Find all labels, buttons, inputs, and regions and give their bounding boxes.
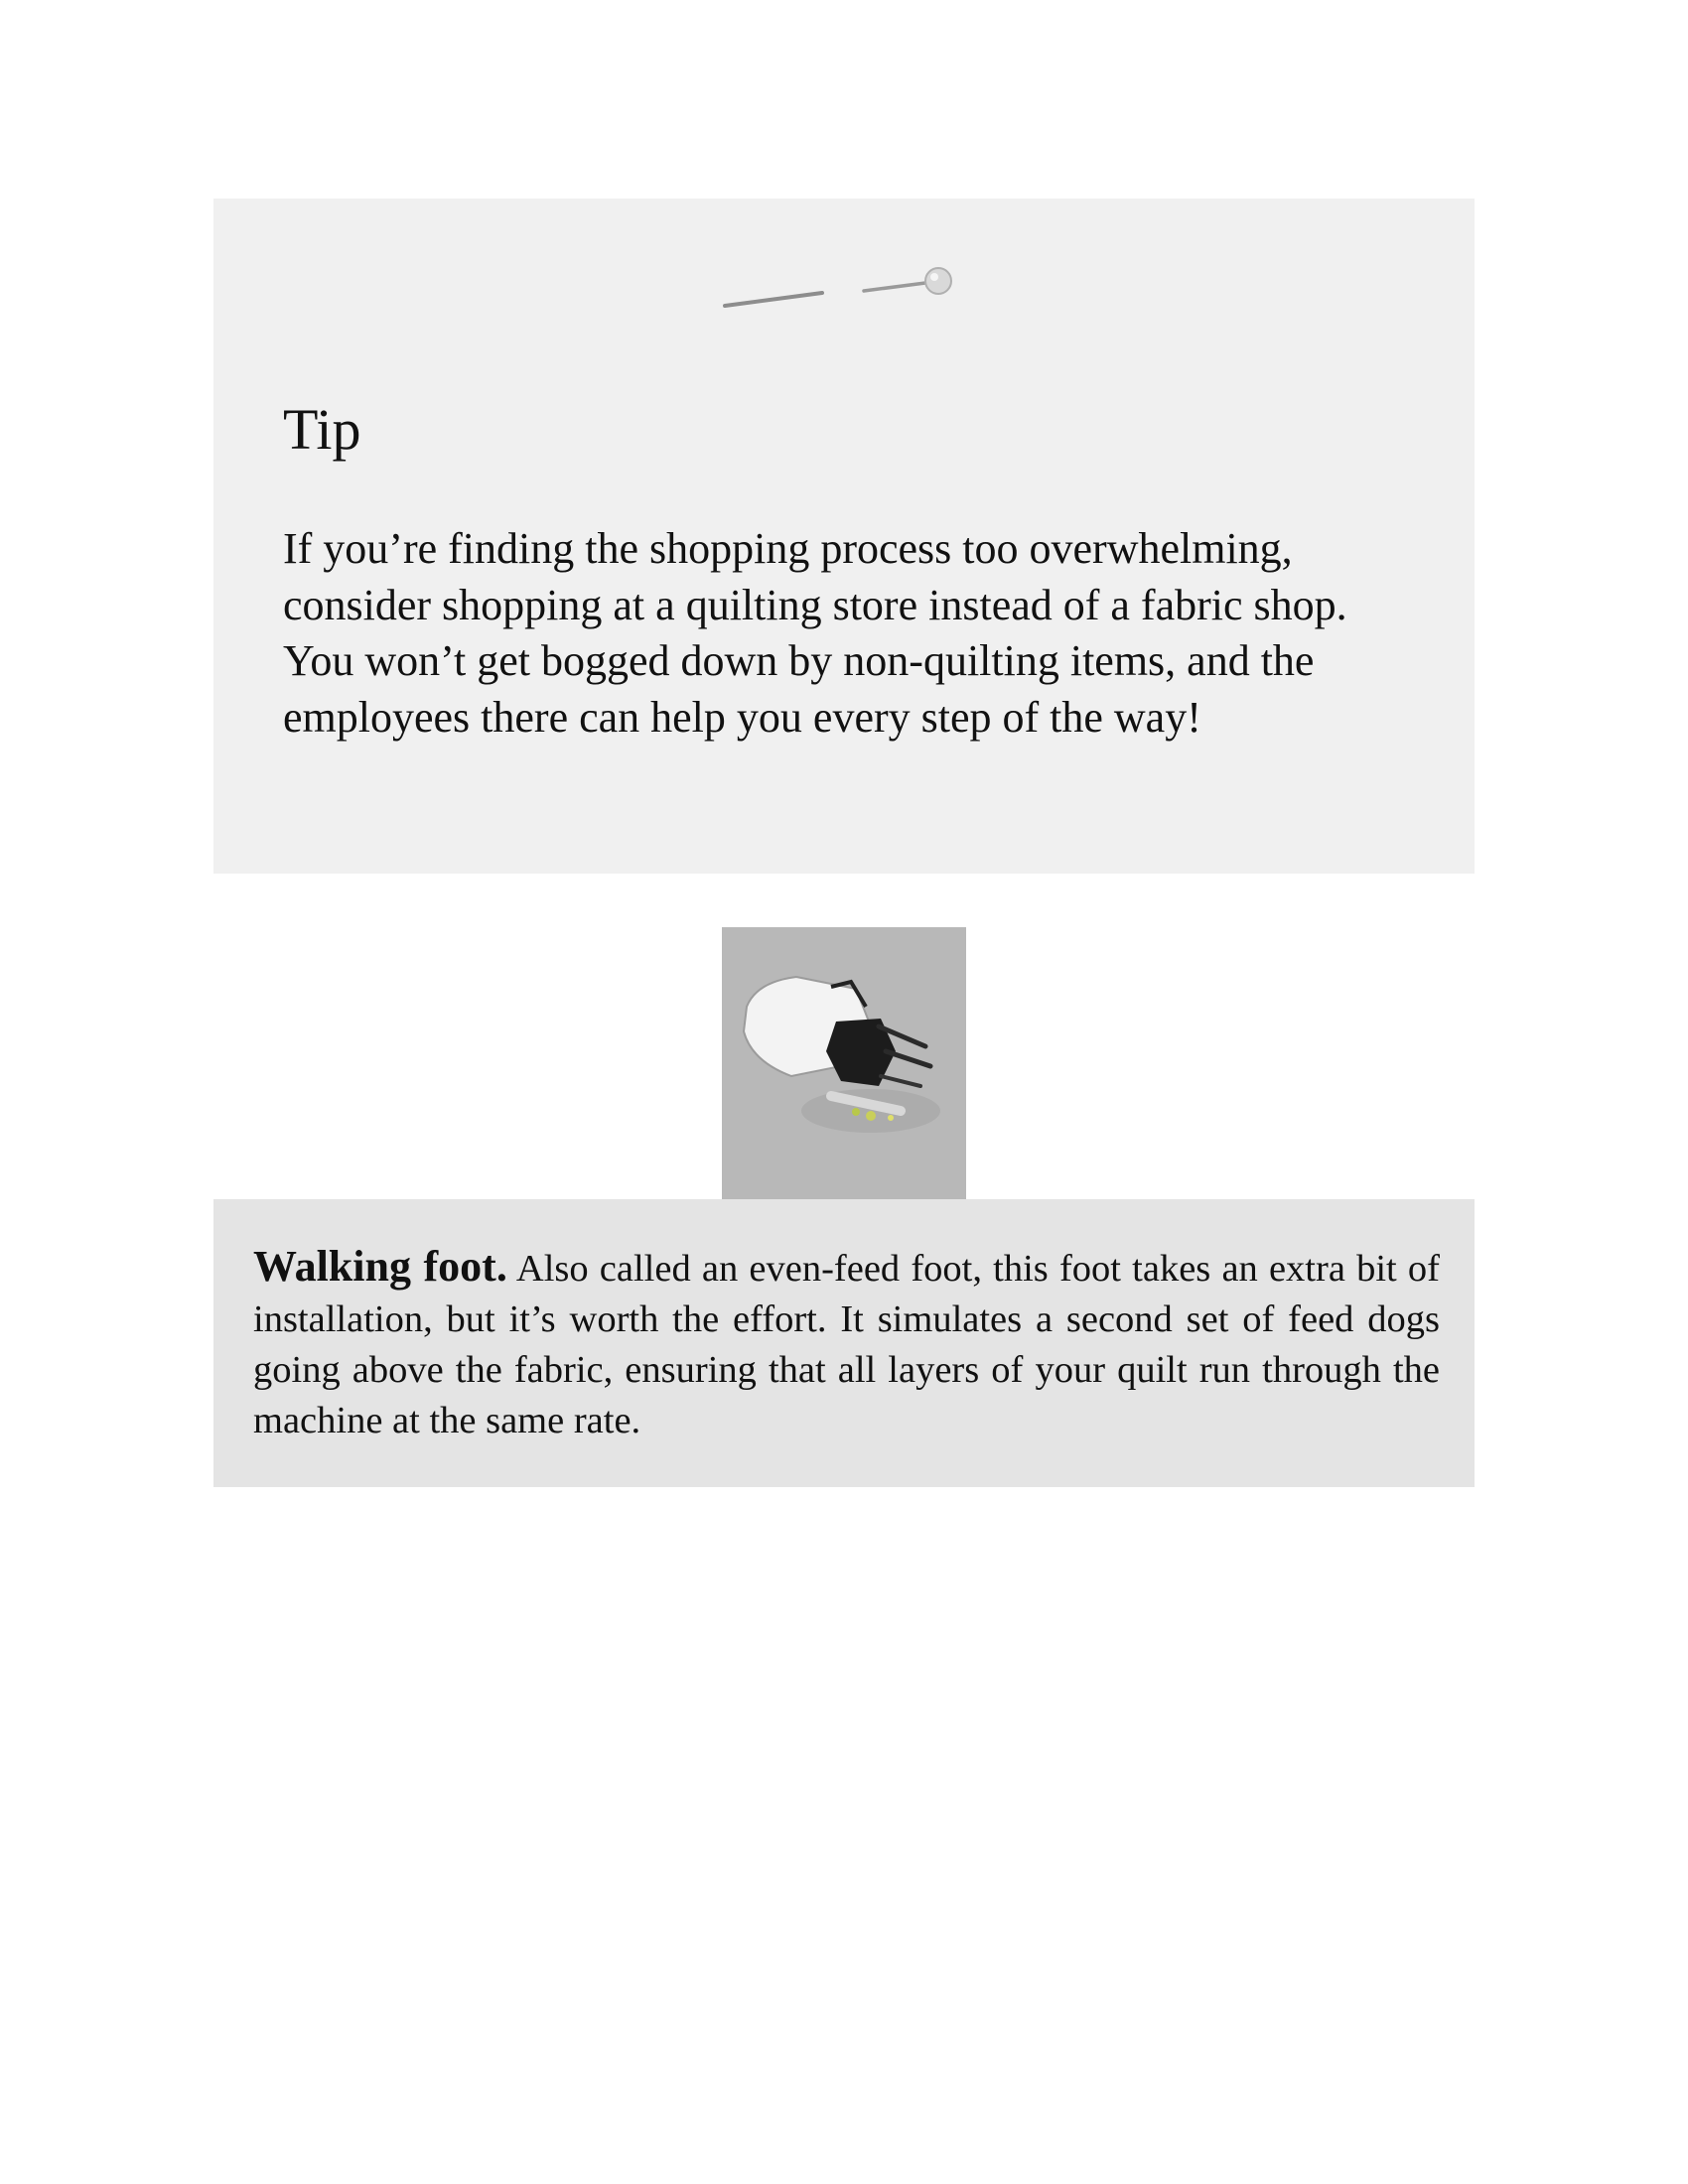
tip-title: Tip [283,397,361,462]
walking-foot-photo [722,927,966,1199]
tool-description-text: Also called an even-feed foot, this foot takes an extra bit of installation, but it’s worth the effort. It simulates a second set of feed dogs going above the fabric, ensuring that all layers of your quilt run through the machine at the same rate. [253,1248,1440,1441]
tool-description [253,1241,1440,1446]
walking-foot-icon [722,927,966,1199]
pins-icon [715,263,973,323]
tip-body: If you’re finding the shopping process too overwhelming, consider shopping at a quilting store instead of a fabric shop. You won’t get bogged down by non-quilting items, and the employees there can help you every step of the way! [283,524,1347,742]
tool-term: Walking foot. [253,1242,507,1291]
